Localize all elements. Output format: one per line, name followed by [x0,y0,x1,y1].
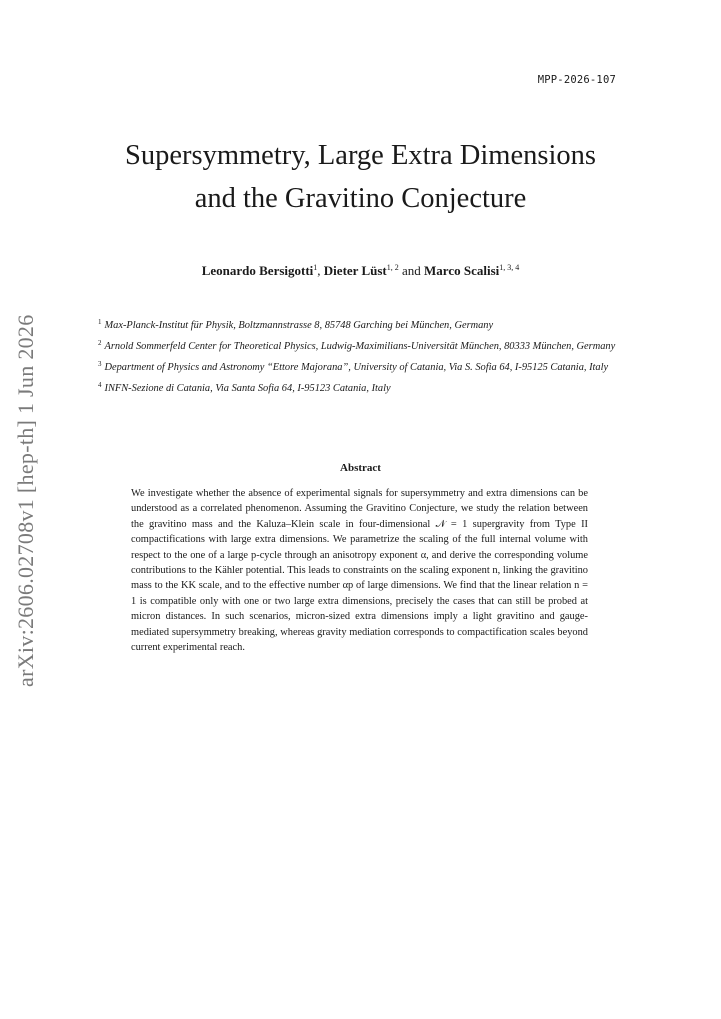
author-separator: and [398,263,425,278]
abstract-heading: Abstract [340,462,381,474]
author-1-affil-marks: 1 [313,263,318,272]
affiliation-2 [98,339,618,355]
title-line-1: Supersymmetry, Large Extra Dimensions [125,140,596,171]
affiliation-number: 2 [98,339,102,347]
title-line-2: and the Gravitino Conjecture [194,183,527,214]
affiliation-text: INFN-Sezione di Catania, Via Santa Sofia 64, I-95123 Catania, Italy [104,383,391,394]
author-3-affil-marks: 1, 3, 4 [499,263,520,272]
author-2-name: Dieter Lüst [323,263,387,278]
affiliation-number: 1 [98,318,102,326]
abstract-text: We investigate whether the absence of experimental signals for supersymmetry and extra dimensions can be understood as a correlated phenomenon. Assuming the Gravitino Conjecture, we study the relation between the gravitino mass and the Kaluza–Klein scale in four-dimensional 𝒩 = 1 supergravity from Type II compactifications with large extra dimensions. We parametrize the scaling of the full internal volume with respect to the one of a large p-cycle through an anisotropy exponent α, and derive the corresponding volume contributions to the Kähler potential. This leads to constraints on the scaling exponent n, linking the gravitino mass to the KK scale, and to the effective number αp of large dimensions. We find that the linear relation n = 1 is compatible only with one or two large extra dimensions, precisely the cases that can still be probed at micron distances. In such scenarios, micron-sized extra dimensions imply a light gravitino and gauge-mediated supersymmetry breaking, whereas gravity mediation corresponds to compactification scales beyond current experimental reach. [131,488,588,654]
affiliation-text: Arnold Sommerfeld Center for Theoretical Physics, Ludwig-Maximilians-Universität München, 80333 München, Germany [104,341,616,352]
author-separator: , [317,263,324,278]
affiliation-text: Department of Physics and Astronomy “Ettore Majorana”, University of Catania, Via S. Sofia 64, I-95125 Catania, Italy [104,362,609,373]
author-list [0,263,721,279]
author-1-name: Leonardo Bersigotti [201,263,314,278]
affiliation-text: Max-Planck-Institut für Physik, Boltzmannstrasse 8, 85748 Garching bei München, Germany [104,320,494,331]
affiliation-3 [98,360,618,376]
affiliation-4 [98,381,618,397]
paper-title [0,134,721,220]
affiliation-1 [98,318,618,334]
affiliation-number: 4 [98,381,102,389]
arxiv-side-stamp: arXiv:2606.02708v1 [hep-th] 1 Jun 2026 [13,314,38,687]
affiliation-number: 3 [98,360,102,368]
author-2-affil-marks: 1, 2 [386,263,399,272]
author-3-name: Marco Scalisi [424,263,500,278]
affiliations [98,318,618,402]
report-number: MPP-2026-107 [537,74,616,86]
